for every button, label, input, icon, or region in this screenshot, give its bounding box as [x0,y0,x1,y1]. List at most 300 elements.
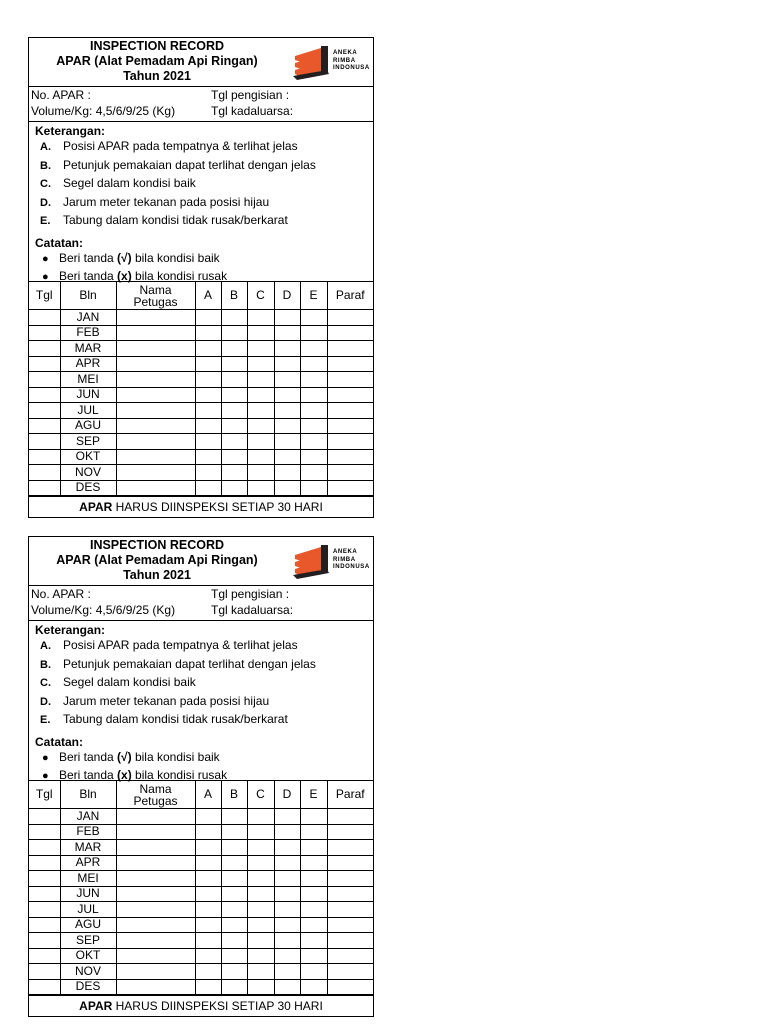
entry-cell[interactable] [195,372,221,388]
card-year: Tahun 2021 [123,568,191,582]
entry-cell[interactable] [221,979,247,995]
inspection-card [28,37,374,518]
entry-cell[interactable] [247,449,274,465]
entry-cell[interactable] [195,325,221,341]
entry-cell[interactable] [116,310,195,326]
entry-cell[interactable] [327,449,373,465]
month-cell: APR [60,356,116,372]
entry-cell[interactable] [221,933,247,949]
entry-cell[interactable] [327,372,373,388]
entry-cell[interactable] [327,403,373,419]
entry-cell[interactable] [116,855,195,871]
entry-cell[interactable] [29,387,60,403]
entry-cell[interactable] [116,933,195,949]
entry-cell[interactable] [116,917,195,933]
logo-line-1: ANEKA [333,50,358,56]
entry-cell[interactable] [300,948,327,964]
entry-cell[interactable] [221,310,247,326]
entry-cell[interactable] [300,434,327,450]
entry-cell[interactable] [29,933,60,949]
logo-text [333,50,370,73]
entry-cell[interactable] [116,886,195,902]
entry-cell[interactable] [327,809,373,825]
entry-cell[interactable] [300,310,327,326]
table-row [29,387,373,403]
entry-cell[interactable] [195,979,221,995]
entry-cell[interactable] [274,933,300,949]
entry-cell[interactable] [195,341,221,357]
entry-cell[interactable] [300,341,327,357]
entry-cell[interactable] [300,356,327,372]
tgl-kadaluarsa-label: Tgl kadaluarsa: [211,603,294,617]
entry-cell[interactable] [274,341,300,357]
entry-cell[interactable] [327,933,373,949]
month-cell: JUN [60,886,116,902]
entry-cell[interactable] [300,855,327,871]
entry-cell[interactable] [327,855,373,871]
entry-cell[interactable] [327,434,373,450]
entry-cell[interactable] [195,824,221,840]
entry-cell[interactable] [247,465,274,481]
entry-cell[interactable] [221,449,247,465]
table-row [29,434,373,450]
entry-cell[interactable] [300,465,327,481]
entry-cell[interactable] [274,809,300,825]
entry-cell[interactable] [29,465,60,481]
card-header [29,537,373,586]
bullet-icon: ● [42,770,49,782]
entry-cell[interactable] [221,480,247,496]
month-cell: DES [60,979,116,995]
entry-cell[interactable] [195,480,221,496]
entry-cell[interactable] [300,964,327,980]
keterangan-item: E. Tabung dalam kondisi tidak rusak/berkarat [40,712,288,726]
month-cell: JUL [60,403,116,419]
month-cell: APR [60,855,116,871]
entry-cell[interactable] [247,824,274,840]
entry-cell[interactable] [221,372,247,388]
entry-cell[interactable] [116,372,195,388]
entry-cell[interactable] [29,403,60,419]
entry-cell[interactable] [247,855,274,871]
entry-cell[interactable] [195,964,221,980]
logo-line-3: INDONUSA [333,564,370,570]
month-cell: SEP [60,933,116,949]
entry-cell[interactable] [247,917,274,933]
entry-cell[interactable] [274,979,300,995]
card-header [29,38,373,87]
entry-cell[interactable] [247,840,274,856]
entry-cell[interactable] [195,809,221,825]
entry-cell[interactable] [195,933,221,949]
entry-cell[interactable] [247,372,274,388]
entry-cell[interactable] [300,902,327,918]
entry-cell[interactable] [116,418,195,434]
entry-cell[interactable] [29,372,60,388]
entry-cell[interactable] [116,809,195,825]
entry-cell[interactable] [116,434,195,450]
entry-cell[interactable] [247,434,274,450]
entry-cell[interactable] [247,310,274,326]
month-cell: MEI [60,372,116,388]
bullet-icon: ● [42,751,49,764]
entry-cell[interactable] [221,403,247,419]
entry-cell[interactable] [300,886,327,902]
entry-cell[interactable] [29,325,60,341]
entry-cell[interactable] [221,325,247,341]
entry-cell[interactable] [221,917,247,933]
entry-cell[interactable] [116,403,195,419]
column-header: Nama Petugas [116,781,195,809]
column-header: Bln [60,282,116,310]
entry-cell[interactable] [116,824,195,840]
entry-cell[interactable] [327,356,373,372]
entry-cell[interactable] [247,933,274,949]
table-row [29,979,373,995]
month-cell: FEB [60,325,116,341]
entry-cell[interactable] [221,387,247,403]
month-cell: SEP [60,434,116,450]
month-cell: MEI [60,871,116,887]
entry-cell[interactable] [29,356,60,372]
entry-cell[interactable] [274,403,300,419]
entry-cell[interactable] [221,434,247,450]
entry-cell[interactable] [29,902,60,918]
no-apar-label: No. APAR : [31,88,91,102]
column-header: A [195,781,221,809]
entry-cell[interactable] [29,979,60,995]
entry-cell[interactable] [274,964,300,980]
entry-cell[interactable] [274,310,300,326]
logo-line-2: RIMBA [333,57,356,64]
card-year: Tahun 2021 [123,69,191,83]
no-apar-label: No. APAR : [31,587,91,601]
entry-cell[interactable] [195,465,221,481]
logo-line-2: RIMBA [333,556,356,563]
logo-text [333,549,370,572]
keterangan-item: C. Segel dalam kondisi baik [40,675,196,689]
entry-cell[interactable] [274,356,300,372]
entry-cell[interactable] [247,325,274,341]
table-row [29,933,373,949]
entry-cell[interactable] [327,948,373,964]
entry-cell[interactable] [116,964,195,980]
entry-cell[interactable] [300,824,327,840]
entry-cell[interactable] [300,809,327,825]
table-row [29,356,373,372]
entry-cell[interactable] [29,809,60,825]
month-cell: OKT [60,948,116,964]
entry-cell[interactable] [116,465,195,481]
entry-cell[interactable] [327,465,373,481]
entry-cell[interactable] [221,465,247,481]
entry-cell[interactable] [300,480,327,496]
entry-cell[interactable] [221,855,247,871]
entry-cell[interactable] [247,480,274,496]
entry-cell[interactable] [29,434,60,450]
keterangan-item: A. Posisi APAR pada tempatnya & terlihat jelas [40,139,298,153]
keterangan-item: A. Posisi APAR pada tempatnya & terlihat jelas [40,638,298,652]
entry-cell[interactable] [300,418,327,434]
entry-cell[interactable] [195,449,221,465]
table-row [29,418,373,434]
card-title: INSPECTION RECORD [89,39,225,53]
keterangan-heading: Keterangan: [35,124,106,138]
entry-cell[interactable] [29,418,60,434]
entry-cell[interactable] [327,480,373,496]
entry-cell[interactable] [274,824,300,840]
entry-cell[interactable] [327,341,373,357]
entry-cell[interactable] [247,886,274,902]
logo-mark-icon [291,541,333,581]
entry-cell[interactable] [221,809,247,825]
table-row [29,840,373,856]
entry-cell[interactable] [221,948,247,964]
entry-cell[interactable] [274,449,300,465]
month-cell: MAR [60,840,116,856]
entry-cell[interactable] [327,418,373,434]
entry-cell[interactable] [195,403,221,419]
entry-cell[interactable] [327,387,373,403]
column-header: E [300,781,327,809]
column-header: E [300,282,327,310]
column-header: A [195,282,221,310]
entry-cell[interactable] [327,871,373,887]
entry-cell[interactable] [116,979,195,995]
keterangan-item: E. Tabung dalam kondisi tidak rusak/berkarat [40,213,288,227]
column-header: Tgl [29,282,60,310]
entry-cell[interactable] [29,480,60,496]
catatan-item: ● Beri tanda (√) bila kondisi baik [35,250,373,269]
table-row [29,902,373,918]
entry-cell[interactable] [274,886,300,902]
entry-cell[interactable] [116,341,195,357]
entry-cell[interactable] [274,948,300,964]
table-row [29,824,373,840]
entry-cell[interactable] [247,809,274,825]
entry-cell[interactable] [274,855,300,871]
entry-cell[interactable] [29,840,60,856]
entry-cell[interactable] [300,403,327,419]
catatan-list [35,749,373,786]
column-header: Bln [60,781,116,809]
entry-cell[interactable] [274,325,300,341]
entry-cell[interactable] [274,480,300,496]
entry-cell[interactable] [327,325,373,341]
table-row [29,871,373,887]
entry-cell[interactable] [221,964,247,980]
entry-cell[interactable] [195,387,221,403]
tgl-kadaluarsa-label: Tgl kadaluarsa: [211,104,294,118]
entry-cell[interactable] [274,434,300,450]
table-row [29,809,373,825]
entry-cell[interactable] [116,387,195,403]
entry-cell[interactable] [221,356,247,372]
entry-cell[interactable] [29,824,60,840]
entry-cell[interactable] [221,886,247,902]
entry-cell[interactable] [300,449,327,465]
column-header: B [221,282,247,310]
catatan-heading: Catatan: [35,235,84,250]
tgl-pengisian-label: Tgl pengisian : [211,587,290,601]
entry-cell[interactable] [221,418,247,434]
inspection-footer: APAR HARUS DIINSPEKSI SETIAP 30 HARI [29,995,373,1016]
entry-cell[interactable] [116,948,195,964]
column-header: D [274,781,300,809]
entry-cell[interactable] [247,403,274,419]
table-row [29,372,373,388]
entry-cell[interactable] [116,480,195,496]
entry-cell[interactable] [327,310,373,326]
entry-cell[interactable] [116,449,195,465]
entry-cell[interactable] [247,418,274,434]
entry-cell[interactable] [274,902,300,918]
catatan-item: ● Beri tanda (x) bila kondisi rusak [35,767,373,786]
entry-cell[interactable] [300,917,327,933]
column-header: C [247,781,274,809]
column-header: Paraf [327,282,373,310]
entry-cell[interactable] [300,979,327,995]
apar-info [29,586,373,621]
entry-cell[interactable] [221,824,247,840]
keterangan-item: C. Segel dalam kondisi baik [40,176,196,190]
entry-cell[interactable] [300,387,327,403]
keterangan-heading: Keterangan: [35,623,106,637]
entry-cell[interactable] [195,840,221,856]
month-cell: AGU [60,418,116,434]
volume-label: Volume/Kg: 4,5/6/9/25 (Kg) [31,104,176,118]
entry-cell[interactable] [29,310,60,326]
company-logo [291,541,371,581]
month-cell: JAN [60,310,116,326]
keterangan-item: D. Jarum meter tekanan pada posisi hijau [40,693,270,708]
table-row [29,341,373,357]
entry-cell[interactable] [29,871,60,887]
month-cell: JAN [60,809,116,825]
month-cell: AGU [60,917,116,933]
table-row [29,886,373,902]
month-cell: NOV [60,465,116,481]
entry-cell[interactable] [195,902,221,918]
entry-cell[interactable] [116,871,195,887]
entry-cell[interactable] [195,434,221,450]
entry-cell[interactable] [221,840,247,856]
entry-cell[interactable] [327,902,373,918]
entry-cell[interactable] [29,964,60,980]
inspection-table [29,781,373,995]
inspection-card [28,536,374,1017]
entry-cell[interactable] [221,871,247,887]
keterangan-item: B. Petunjuk pemakaian dapat terlihat dengan jelas [40,656,316,671]
entry-cell[interactable] [221,902,247,918]
entry-cell[interactable] [116,902,195,918]
entry-cell[interactable] [300,933,327,949]
entry-cell[interactable] [195,356,221,372]
entry-cell[interactable] [327,886,373,902]
logo-line-1: ANEKA [333,549,358,555]
column-header: D [274,282,300,310]
logo-line-3: INDONUSA [333,65,370,71]
entry-cell[interactable] [274,871,300,887]
entry-cell[interactable] [116,356,195,372]
entry-cell[interactable] [116,325,195,341]
entry-cell[interactable] [274,840,300,856]
entry-cell[interactable] [274,387,300,403]
column-header: Paraf [327,781,373,809]
entry-cell[interactable] [274,418,300,434]
table-row [29,917,373,933]
entry-cell[interactable] [300,871,327,887]
entry-cell[interactable] [247,341,274,357]
entry-cell[interactable] [195,855,221,871]
entry-cell[interactable] [327,840,373,856]
entry-cell[interactable] [195,310,221,326]
entry-cell[interactable] [195,871,221,887]
column-header: C [247,282,274,310]
entry-cell[interactable] [247,902,274,918]
entry-cell[interactable] [29,341,60,357]
column-header: Nama Petugas [116,282,195,310]
entry-cell[interactable] [327,979,373,995]
entry-cell[interactable] [274,917,300,933]
month-cell: FEB [60,824,116,840]
entry-cell[interactable] [195,917,221,933]
entry-cell[interactable] [300,325,327,341]
table-row [29,948,373,964]
volume-label: Volume/Kg: 4,5/6/9/25 (Kg) [31,603,176,617]
apar-info [29,87,373,122]
entry-cell[interactable] [29,886,60,902]
card-subtitle: APAR (Alat Pemadam Api Ringan) [56,54,258,68]
entry-cell[interactable] [247,948,274,964]
entry-cell[interactable] [327,917,373,933]
keterangan-list [35,637,373,730]
entry-cell[interactable] [195,886,221,902]
entry-cell[interactable] [247,356,274,372]
table-row [29,449,373,465]
card-subtitle: APAR (Alat Pemadam Api Ringan) [56,553,258,567]
entry-cell[interactable] [247,387,274,403]
notes-section [29,621,373,781]
catatan-list [35,250,373,287]
entry-cell[interactable] [29,948,60,964]
entry-cell[interactable] [29,855,60,871]
entry-cell[interactable] [327,964,373,980]
catatan-item: ● Beri tanda (x) bila kondisi rusak [35,268,373,287]
entry-cell[interactable] [195,948,221,964]
entry-cell[interactable] [195,418,221,434]
catatan-item: ● Beri tanda (√) bila kondisi baik [35,749,373,768]
entry-cell[interactable] [221,341,247,357]
keterangan-item: B. Petunjuk pemakaian dapat terlihat dengan jelas [40,157,316,172]
entry-cell[interactable] [116,840,195,856]
entry-cell[interactable] [274,465,300,481]
keterangan-list [35,138,373,231]
table-row [29,465,373,481]
entry-cell[interactable] [300,372,327,388]
entry-cell[interactable] [274,372,300,388]
entry-cell[interactable] [29,449,60,465]
entry-cell[interactable] [327,824,373,840]
entry-cell[interactable] [29,917,60,933]
table-row [29,310,373,326]
column-header: Tgl [29,781,60,809]
entry-cell[interactable] [247,979,274,995]
entry-cell[interactable] [247,871,274,887]
bullet-icon: ● [42,271,49,283]
entry-cell[interactable] [300,840,327,856]
entry-cell[interactable] [247,964,274,980]
